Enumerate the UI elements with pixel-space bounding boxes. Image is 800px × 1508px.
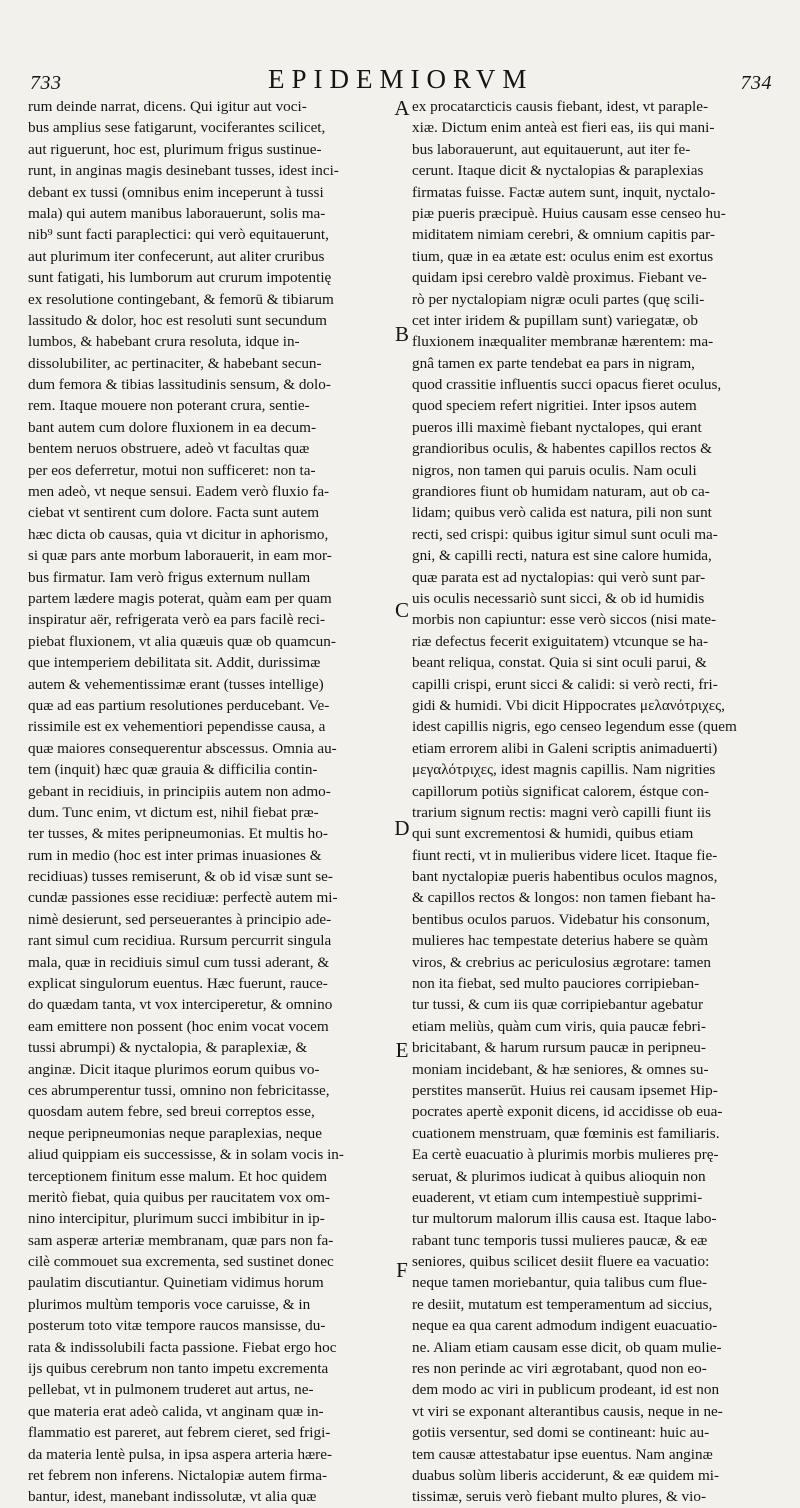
text-line: tem (inquit) hæc quæ grauia & difficilia contin- [28, 761, 318, 779]
text-line: grandiores fiunt ob humidam naturam, aut ob ca- [412, 483, 710, 501]
text-line: aut plurimum iter confecerunt, aut aliter cruribus [28, 247, 325, 265]
text-line: quæ parata est ad nyctalopias: qui verò sunt par- [412, 568, 706, 586]
text-line: neque tamen moriebantur, quia talibus cum flue- [412, 1274, 708, 1292]
text-line: duabus solùm liberis acciderunt, & eæ quidem mi- [412, 1467, 720, 1484]
text-line: da materia lentè pulsa, in ipsa aspera arteria hære- [28, 1445, 333, 1463]
text-line: hæc dicta ob causas, quia vt dicitur in aphorismo, [28, 525, 329, 543]
text-line: tem causæ attestabatur ipse euentus. Nam anginæ [412, 1445, 713, 1463]
text-line: uis oculis necessariò sunt sicci, & ob id humidis [412, 589, 705, 607]
text-line: pellebat, vt in pulmonem truderet aut artus, ne- [28, 1381, 314, 1399]
text-line: capillorum potiùs significat calorem, éstque con- [412, 782, 709, 800]
text-line: bus amplius sese fatigarunt, vociferantes scilicet, [28, 119, 326, 137]
text-line: cet inter iridem & pupillam sunt) variegatæ, ob [412, 311, 698, 329]
text-line: plurimos multùm temporis voce caruisse, & in [28, 1295, 311, 1313]
text-line: ex resolutione contingebant, & femorū & tibiarum [28, 290, 334, 308]
text-line: lumbos, & habebant crura resoluta, idque in- [28, 333, 300, 351]
right-text-column [412, 96, 770, 1508]
text-line: gnâ tamen ex parte tendebat ea pars in nigram, [412, 354, 695, 372]
text-line: tissimæ, seruis verò fiebant multo plures, & vio- [412, 1488, 707, 1506]
text-line: riæ defectus fecerit exiguitatem) vtcunque se ha- [412, 632, 709, 650]
text-line: tur tussi, & cum iis quæ corripiebantur agebatur [412, 996, 704, 1014]
text-line: dum. Tunc enim, vt dictum est, nihil fiebat præ- [28, 803, 319, 821]
text-line: ret febrem non inferens. Nictalopiæ autem firma- [28, 1467, 327, 1484]
text-line: partem lædere magis poterat, quàm eam per quam [28, 589, 332, 607]
text-line: dissolubiliter, ac pertinaciter, & habebant secun- [28, 354, 322, 372]
text-line: morbis non capiuntur: esse verò siccos (nisi mate- [412, 611, 717, 629]
text-line: men adeò, vt neque sensui. Eadem verò fluxio fa- [28, 483, 330, 501]
text-line: etiam errorem alibi in Galeni scriptis animaduerti) [412, 739, 718, 757]
text-line: dum femora & tibias lassitudinis sensum, & dolo- [28, 376, 331, 394]
text-line: miditatem nimiam cerebri, & omnium capitis par- [412, 226, 715, 244]
text-line: idest capillis nigris, ego censeo legendum esse (quem [412, 718, 737, 736]
text-line: neque peripneumonias neque paraplexias, neque [28, 1124, 322, 1142]
text-line: ciebat vt sentirent cum dolore. Facta sunt autem [28, 504, 320, 522]
text-line: fiunt recti, vt in mulieribus videre licet. Itaque fie- [412, 846, 718, 864]
text-line: anginæ. Dicit itaque plurimos eorum quibus vo- [28, 1060, 320, 1078]
text-line: quidam ipsi cerebro valdè proximus. Fiebant ve- [412, 269, 707, 287]
text-line: trarium signum rectis: magni verò capilli fiunt iis [412, 803, 712, 821]
text-line: capilli crispi, erunt sicci & calidi: si verò recti, fri- [412, 675, 718, 693]
text-line: bantur, idest, manebant indissolutæ, vt alia quæ [28, 1488, 317, 1506]
text-line: quosdam autem febre, sed breui correptos esse, [28, 1103, 315, 1121]
text-line: per eos deferretur, motui non sufficeret: non ta- [28, 461, 316, 479]
text-line: meritò fiebat, quia quibus per raucitatem vox om- [28, 1188, 330, 1206]
text-line: quæ ad eas partium resolutiones perducebant. Ve- [28, 696, 330, 714]
text-line: & capillos rectos & longos: non tamen fiebant ha- [412, 889, 716, 907]
text-line: quæ maiores consequerentur abscessus. Omnia au- [28, 739, 337, 757]
text-line: rissimile est ex vehementiori pependisse causa, a [28, 718, 326, 736]
text-line: posterum toto vitæ tempore raucos mansisse, du- [28, 1317, 326, 1335]
text-line: nimè desierunt, sed perseuerantes à principio ade- [28, 910, 332, 928]
text-line: rata & indissolubili facta passione. Fiebat ergo hoc [28, 1338, 337, 1356]
text-line: lidam; quibus verò calida est natura, pili non sunt [412, 504, 712, 522]
text-line: pueros illi maximè fiebant nyctalopes, qui erant [412, 418, 702, 436]
section-marker-e: E [395, 1038, 409, 1062]
text-line: nib⁹ sunt facti paraplectici: qui verò equitauerunt, [28, 226, 329, 244]
text-line: dem modo ac viri in publicum prodeant, id est non [412, 1381, 720, 1399]
text-line: vt viri se exponant alterantibus causis, neque in ne- [412, 1402, 723, 1420]
text-line: bant nyctalopiæ pueris habentibus oculos magnos, [412, 868, 718, 886]
section-marker-d: D [394, 816, 410, 840]
text-line: debant ex tussi (omnibus enim inceperunt à tussi [28, 183, 324, 201]
text-line: tur multorum malorum illis causa est. Itaque labo- [412, 1210, 717, 1228]
text-line: recidiuas) tusses remiserunt, & ob id visæ sunt se- [28, 868, 333, 886]
right-page-number: 734 [740, 72, 772, 94]
text-line: flammatio est pareret, aut febrem cieret, sed frigi- [28, 1424, 331, 1442]
text-line: neque ea qua carent admodum indigent euacuatio- [412, 1317, 718, 1335]
text-line: ter tusses, & mites peripneumonias. Et multis ho- [28, 825, 328, 843]
text-line: sunt fatigati, his lumborum aut crurum impotentię [28, 269, 332, 287]
text-line: tussi abrumpi) & nyctalopia, & paraplexiæ, & [28, 1039, 308, 1057]
text-line: aliud quippiam eis successisse, & in solam vocis in- [28, 1146, 344, 1164]
text-line: tium, quæ in ea ætate est: oculus enim est exortus [412, 247, 714, 265]
text-line: xiæ. Dictum enim anteà est fieri eas, iis qui mani- [412, 119, 715, 137]
text-line: rem. Itaque mouere non poterant crura, sentie- [28, 397, 310, 415]
text-line: gni, & capilli recti, natura est sine calore humida, [412, 547, 712, 565]
text-line: viros, & crebrius ac periculosius ægrotare: tamen [412, 953, 712, 971]
section-marker-f: F [396, 1258, 408, 1282]
text-line: ex procatarcticis causis fiebant, idest, vt paraple- [412, 98, 709, 115]
text-line: rò per nyctalopiam nigræ oculi partes (quę scili- [412, 290, 705, 308]
text-line: do quædam tanta, vt vox interciperetur, & omnino [28, 996, 333, 1014]
text-line: rant simul cum recidiua. Rursum percurrit singula [28, 932, 332, 950]
text-line: non ita fiebat, sed multo pauciores corripieban- [412, 975, 700, 993]
text-line: res non perinde ac viri ægrotabant, quod non eo- [412, 1360, 707, 1378]
text-line: quod speciem refert nigritiei. Inter ipsos autem [412, 397, 697, 415]
text-line: pocrates apertè exponit dicens, id accidisse ob eua- [412, 1103, 723, 1121]
text-line: bus firmatur. Iam verò frigus externum nullam [28, 568, 311, 586]
left-page-number: 733 [30, 72, 62, 94]
text-line: recti, sed crispi: quibus igitur simul sunt oculi ma- [412, 525, 718, 543]
text-line: seniores, quibus scilicet desiit fluere ea vacuatio: [412, 1253, 710, 1271]
text-line: inspiratur aër, refrigerata verò ea pars facilè reci- [28, 611, 326, 629]
text-line: rabant tunc temporis tussi mulieres paucæ, & eæ [412, 1231, 708, 1249]
text-line: moniam incidebant, & hæ seniores, & omnes su- [412, 1060, 709, 1078]
text-line: mala) qui autem manibus laborauerunt, solis ma- [28, 204, 326, 222]
text-line: que intemperiem debilitata sit. Addit, durissimæ [28, 654, 321, 672]
text-line: rum deinde narrat, dicens. Qui igitur aut voci- [28, 98, 307, 115]
text-line: bentibus oculos paruos. Videbatur his consonum, [412, 910, 710, 928]
section-marker-c: C [394, 598, 409, 622]
text-line: grandioribus oculis, & habentes capillos rectos & [412, 440, 712, 458]
text-line: euaderent, vt etiam cum intempestiuè supprimi- [412, 1188, 703, 1206]
text-line: cuationem menstruam, quæ fœminis est familiaris. [412, 1124, 720, 1142]
text-line: autem & vehementissimæ erant (tusses intellige) [28, 675, 324, 693]
text-line: qui sunt excrementosi & humidi, quibus etiam [412, 825, 694, 843]
text-line: re desiit, mutatum est temperamentum ad siccius, [412, 1295, 713, 1313]
text-line: eam emittere non possent (hoc enim vocat vocem [28, 1017, 329, 1035]
text-line: rum in medio (hoc est inter primas inuasiones & [28, 846, 322, 864]
text-line: si quæ pars ante morbum laborauerit, in eam mor- [28, 547, 332, 565]
text-line: cerunt. Itaque dicit & nyctalopias & paraplexias [412, 162, 704, 180]
text-line: gebant in recidiuis, in principiis autem non admo- [28, 782, 331, 800]
text-line: explicat singulorum euentus. Hæc fuerunt, rauce- [28, 975, 328, 993]
text-line: beant reliqua, constat. Quia si sint oculi parui, & [412, 654, 707, 672]
text-line: ijs quibus cerebrum non tanto impetu excrementa [28, 1360, 329, 1378]
text-line: Ea certè euacuatio à plurimis morbis mulieres prę- [412, 1146, 719, 1164]
text-line: nino intercipitur, plurimum succi imbibitur in ip- [28, 1210, 325, 1228]
left-text-column [28, 96, 384, 1508]
running-title: EPIDEMIORVM [268, 64, 534, 94]
text-line: paulatim discutiantur. Quinetiam vidimus horum [28, 1274, 324, 1292]
text-line: fluxionem inæqualiter membranæ hærentem: ma- [412, 333, 714, 351]
section-marker-b: B [394, 322, 409, 346]
text-line: piæ pueris præcipuè. Huius causam esse censeo hu- [412, 204, 726, 222]
section-marker-a: A [394, 96, 410, 120]
text-line: ne. Aliam etiam causam esse dicit, ob quam mulie- [412, 1338, 722, 1356]
text-line: ces abrumperentur tussi, omnino non febricitasse, [28, 1081, 330, 1099]
text-line: etiam meliùs, quàm cum viris, quia paucæ febri- [412, 1017, 706, 1035]
text-line: bricitabant, & harum rursum paucæ in peripneu- [412, 1039, 706, 1057]
text-line: seruat, & plurimos iudicat à quibus alioquin non [412, 1167, 706, 1185]
text-line: terceptionem finitum esse malum. Et hoc quidem [28, 1167, 328, 1185]
text-line: runt, in anginas magis desinebant tusses, idest inci- [28, 162, 339, 180]
text-line: cilè commouet sua excrementa, sed sustinet donec [28, 1253, 334, 1271]
text-line: mulieres hac tempestate deterius habere se quàm [412, 932, 709, 950]
text-line: bentem neruos obstruere, adeò vt facultas quæ [28, 440, 310, 458]
text-line: nigros, non tamen qui paruis oculis. Nam oculi [412, 461, 697, 479]
text-line: μεγαλότριχες, idest magnis capillis. Nam nigrities [412, 761, 716, 779]
text-line: lassitudo & dolor, hoc est resoluti sunt secundum [28, 311, 327, 329]
text-line: aut riguerunt, hoc est, plurimum frigus sustinue- [28, 140, 322, 158]
text-line: sam asperæ arteriæ membranam, quæ pars non fa- [28, 1231, 334, 1249]
text-line: que materia erat adeò calida, vt anginam quæ in- [28, 1402, 324, 1420]
text-line: mala, quæ in recidiuis simul cum tussi aderant, & [28, 953, 330, 971]
text-line: piebat fluxionem, vt alia quæuis quæ ob quamcun- [28, 632, 336, 650]
text-line: bus laborauerunt, aut equitauerunt, aut iter fe- [412, 140, 691, 158]
text-line: bant autem cum dolore fluxionem in ea decum- [28, 418, 317, 436]
text-line: perstites manserūt. Huius rei causam ipsemet Hip- [412, 1081, 718, 1099]
text-line: quod crassitie influentis succi opacus fieret oculus, [412, 376, 722, 394]
text-line: firmatas fuisse. Factæ autem sunt, inquit, nyctalo- [412, 183, 716, 201]
text-line: gidi & humidi. Vbi dicit Hippocrates μελανότριχες, [412, 696, 725, 714]
text-line: cundæ passiones esse recidiuæ: perfectè autem mi- [28, 889, 338, 907]
text-line: gotiis versentur, sed domi se contineant: huic au- [412, 1424, 710, 1442]
